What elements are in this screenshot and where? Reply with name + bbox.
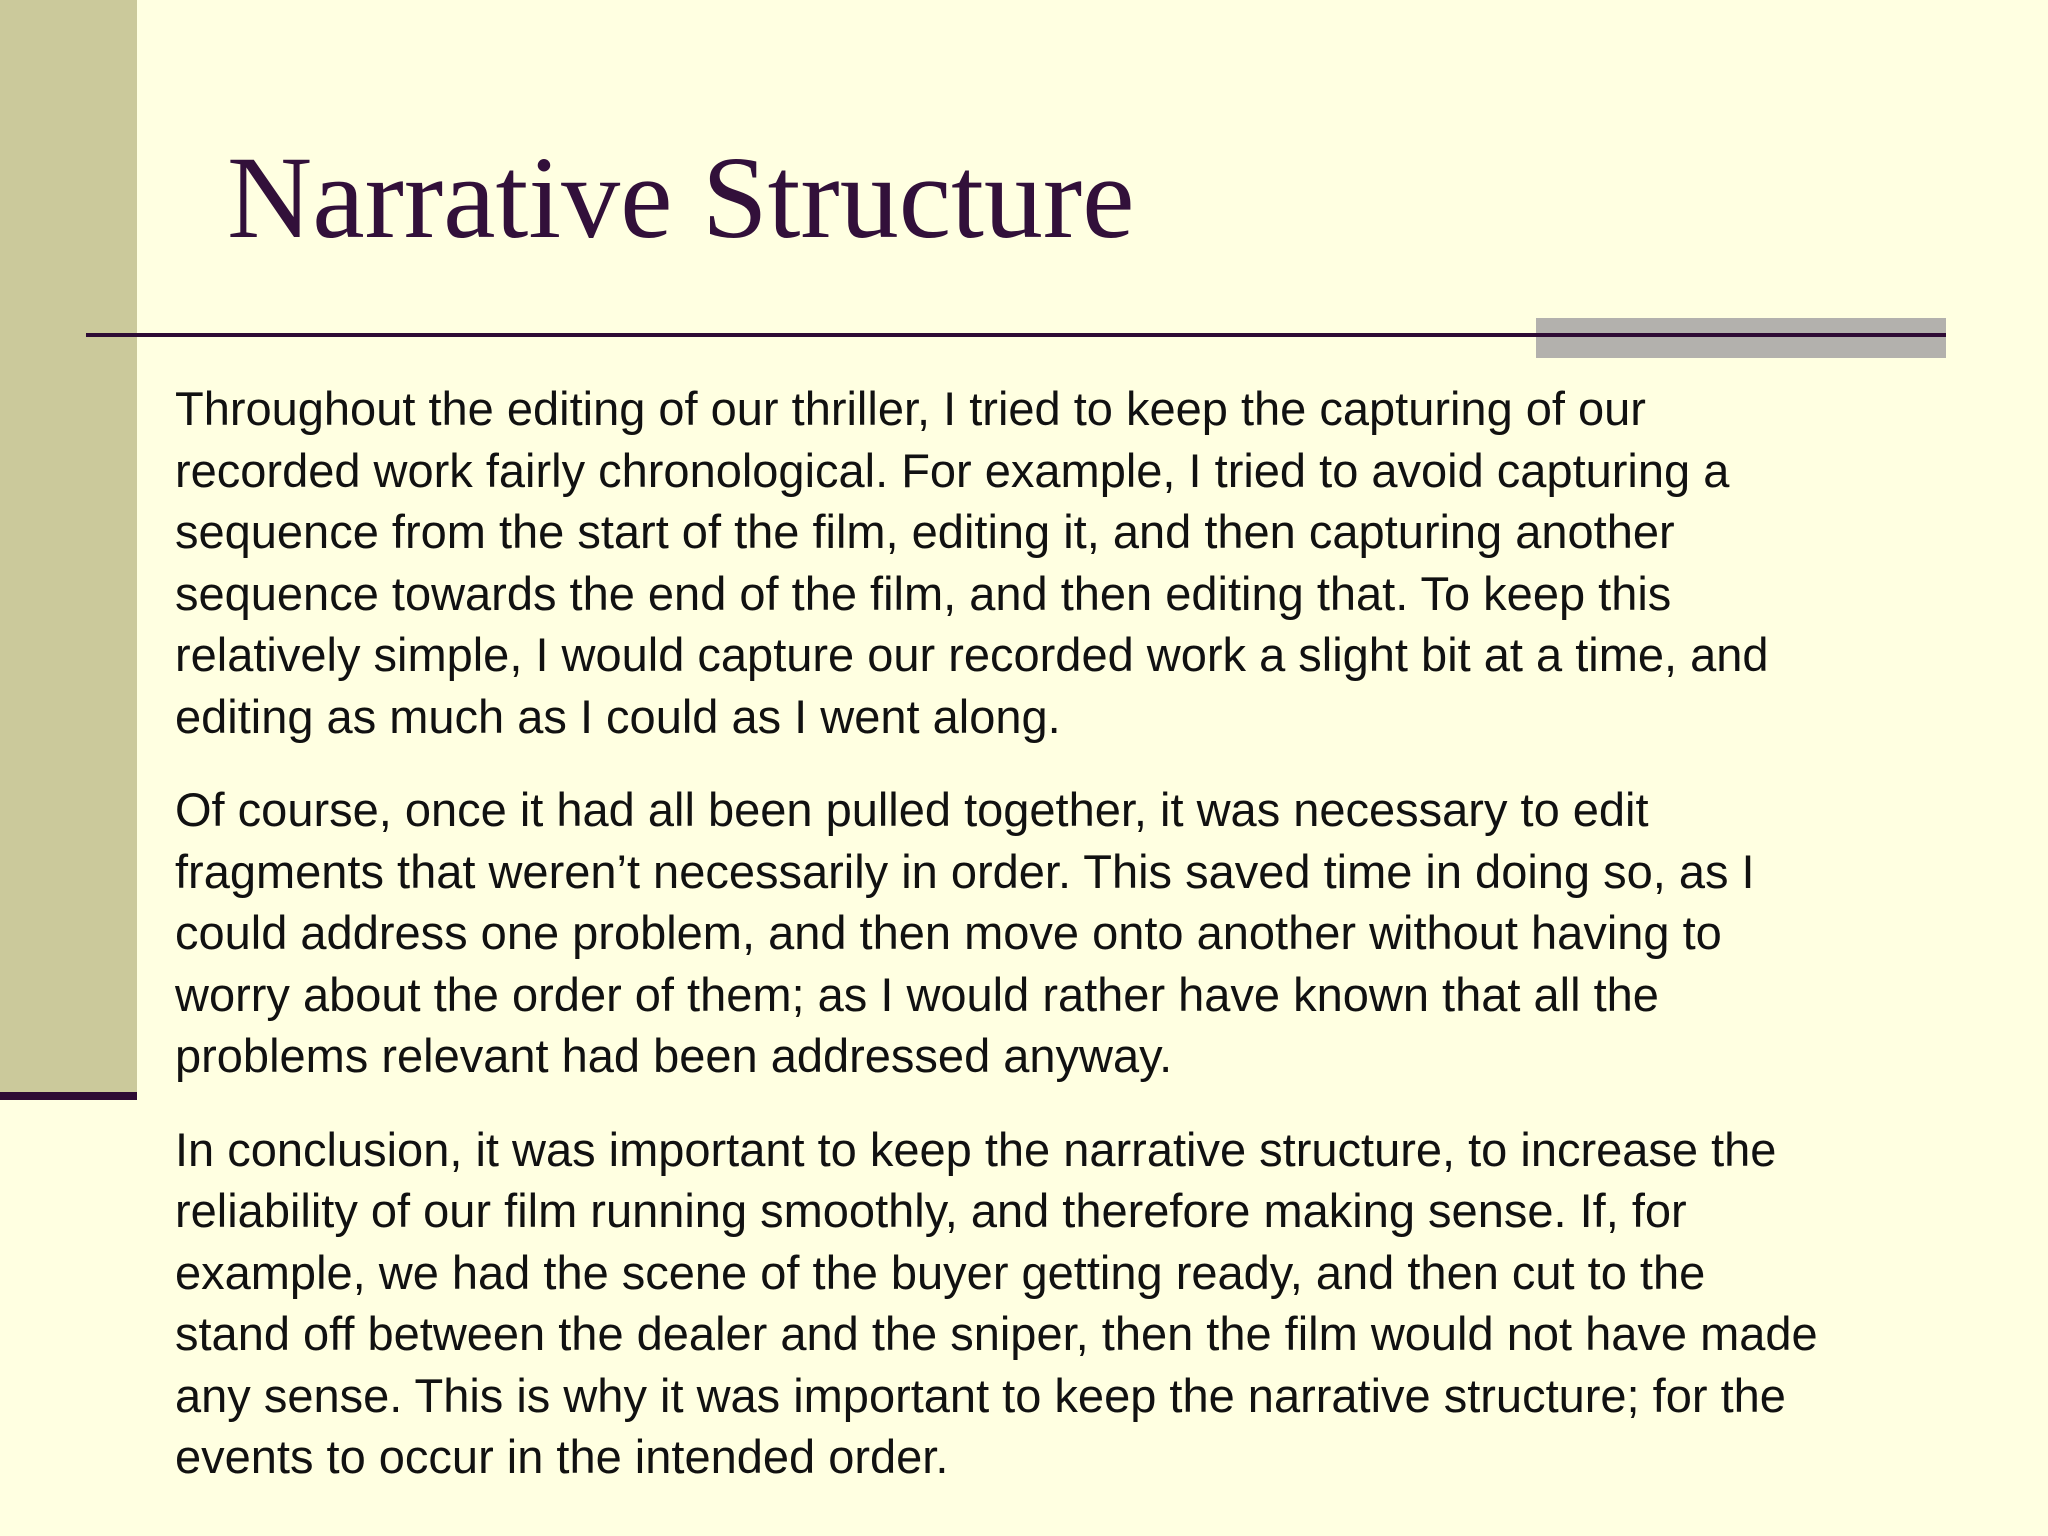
paragraph-1 [175, 378, 2000, 747]
text-line: sequence towards the end of the film, and then editing that. To keep this [175, 566, 1672, 620]
text-line: editing as much as I could as I went along. [175, 689, 1061, 743]
text-line: events to occur in the intended order. [175, 1430, 949, 1483]
paragraph-3 [175, 1119, 2000, 1488]
text-line: could address one problem, and then move onto another without having to [175, 906, 1722, 959]
text-line: sequence from the start of the film, editing it, and then capturing another [175, 505, 1675, 558]
paragraph-2 [175, 779, 2000, 1087]
text-line: Throughout the editing of our thriller, I tried to keep the capturing of our [175, 382, 1646, 435]
slide-body [175, 378, 2000, 1520]
title-rule-accent-line [1536, 333, 1946, 337]
text-line: relatively simple, I would capture our recorded work a slight bit at a time, and [175, 628, 1769, 681]
text-line: problems relevant had been addressed anyway. [175, 1029, 1173, 1082]
text-line: any sense. This is why it was important to keep the narrative structure; for the [175, 1368, 1786, 1422]
text-line: example, we had the scene of the buyer getting ready, and then cut to the [175, 1245, 1706, 1299]
text-line: worry about the order of them; as I would rather have known that all the [175, 967, 1659, 1021]
slide-title: Narrative Structure [227, 132, 1135, 263]
left-accent-bar [0, 0, 137, 1092]
left-accent-bar-underline [0, 1092, 137, 1100]
text-line: stand off between the dealer and the sniper, then the film would not have made [175, 1307, 1818, 1360]
text-line: recorded work fairly chronological. For example, I tried to avoid capturing a [175, 443, 1730, 497]
text-line: In conclusion, it was important to keep the narrative structure, to increase the [175, 1122, 1777, 1176]
text-line: fragments that weren’t necessarily in order. This saved time in doing so, as I [175, 844, 1755, 898]
text-line: reliability of our film running smoothly, and therefore making sense. If, for [175, 1184, 1687, 1237]
text-line: Of course, once it had all been pulled together, it was necessary to edit [175, 783, 1649, 836]
title-rule-accent [1536, 318, 1946, 358]
